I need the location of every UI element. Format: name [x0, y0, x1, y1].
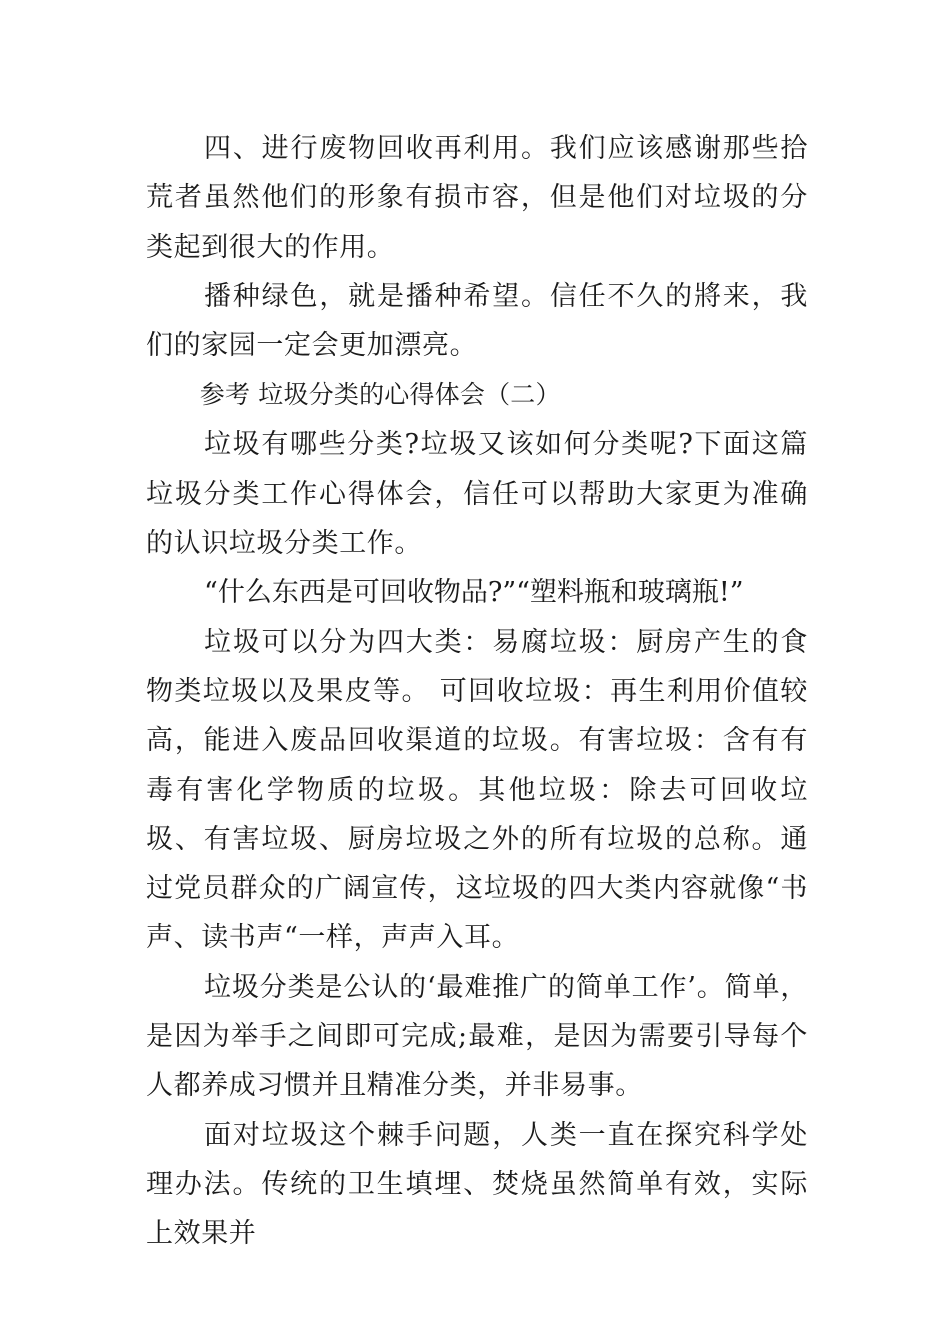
section-heading: 参考 垃圾分类的心得体会（二） [199, 380, 561, 410]
document-page [146, 124, 808, 1259]
paragraph-intro-question: 垃圾有哪些分类?垃圾又该如何分类呢?下面这篇垃圾分类工作心得体会，信任可以帮助大家更为准确的认识垃圾分类工作。 [146, 429, 808, 560]
paragraph-dialogue-quote: “什么东西是可回收物品?”“塑料瓶和玻璃瓶!” [204, 577, 744, 609]
paragraph-hardest-simple-work: 垃圾分类是公认的‘最难推广的简单工作’。简单，是因为举手之间即可完成;最难，是因为需要引导每个人都养成习惯并且精准分类，并非易事。 [146, 971, 808, 1102]
paragraph-disposal-methods: 面对垃圾这个棘手问题，人类一直在探究科学处理办法。传统的卫生填埋、焚烧虽然简单有效，实际上效果并 [146, 1119, 808, 1250]
paragraph-four-categories: 垃圾可以分为四大类：易腐垃圾：厨房产生的食物类垃圾以及果皮等。 可回收垃圾：再生利用价值较高，能进入废品回收渠道的垃圾。有害垃圾：含有有毒有害化学物质的垃圾。其他垃圾：除去可回收垃圾、有害垃圾、厨房垃圾之外的所有垃圾的总称。通过党员群众的广阔宣传，这垃圾的四大类内容就像“书声、读书声“一样，声声入耳。 [146, 626, 808, 954]
paragraph-sow-green: 播种绿色，就是播种希望。信任不久的將来，我们的家园一定会更加漂亮。 [146, 280, 808, 362]
paragraph-waste-recycling: 四、进行废物回收再利用。我们应该感谢那些拾荒者虽然他们的形象有损市容，但是他们对垃圾的分类起到很大的作用。 [146, 133, 808, 263]
